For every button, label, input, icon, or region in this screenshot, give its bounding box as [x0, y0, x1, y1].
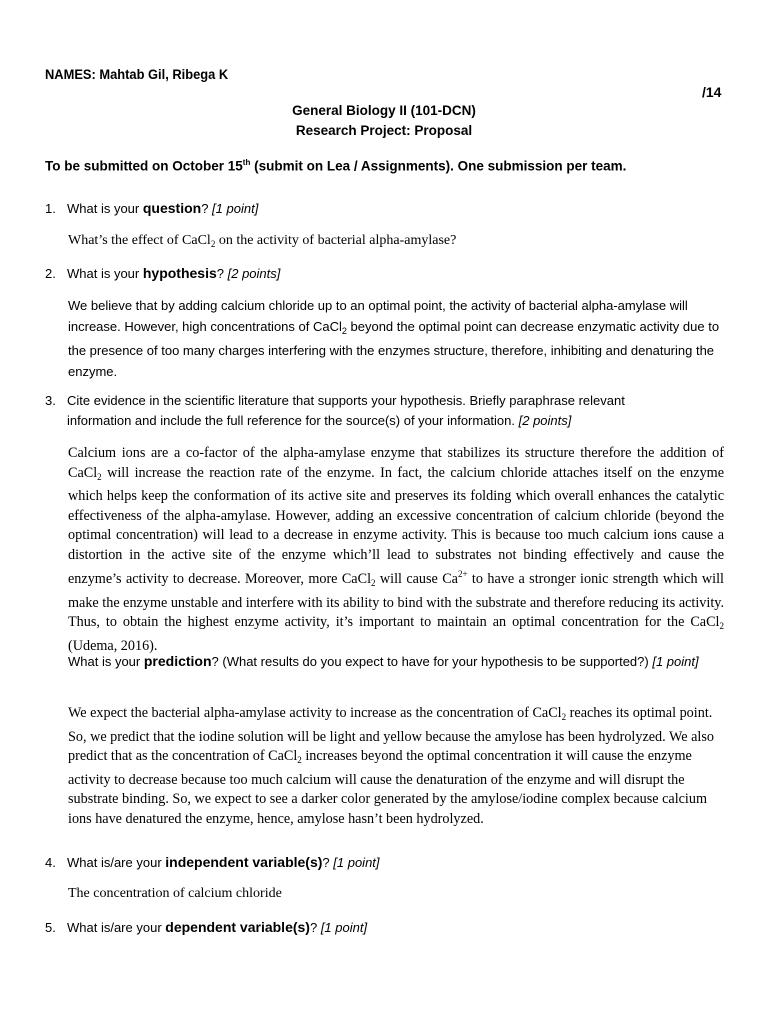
submission-prefix: To be submitted on October 15	[45, 158, 243, 174]
question-keyword: hypothesis	[142, 265, 217, 281]
answer-text: We expect the bacterial alpha-amylase activity to increase as the concentration of CaCl	[68, 705, 562, 721]
submission-instructions	[45, 158, 626, 174]
question-points: [1 point]	[333, 855, 380, 870]
question-keyword: independent variable(s)	[165, 854, 323, 870]
question-suffix: ?	[322, 855, 334, 870]
question-text: Cite evidence in the scientific literature that supports your hypothesis. Briefly paraphrase relevant information and include the full reference for the source(s) of your information.	[67, 393, 625, 428]
question-points: [1 point]	[652, 654, 699, 669]
question-prefix: What is/are your	[67, 920, 166, 935]
answer-2	[68, 296, 728, 382]
question-points: [2 points]	[227, 266, 281, 281]
question-number: 2.	[45, 266, 56, 281]
names-line: NAMES: Mahtab Gil, Ribega K	[45, 66, 229, 82]
question-points: [1 point]	[212, 201, 259, 216]
answer-text: reaches its optimal point. So, we predict that the iodine solution will be light and yellow because the amylose has been hydrolyzed. We also predict that as the concentration of CaCl	[68, 705, 714, 764]
prediction-answer	[68, 704, 728, 829]
question-prefix: What is/are your	[67, 855, 166, 870]
question-3	[45, 391, 685, 431]
question-prefix: What is your	[67, 201, 143, 216]
submission-sup: th	[242, 158, 251, 167]
question-prefix: What is your	[67, 266, 143, 281]
answer-text: We believe that by adding calcium chloride up to an optimal point, the activity of bacterial alpha-amylase will increase. However, high concentrations of CaCl	[68, 298, 688, 334]
project-title: Research Project: Proposal	[295, 123, 473, 138]
answer-text: beyond the optimal point can decrease enzymatic activity due to the presence of too many charges interfering with the enzymes structure, therefore, inhibiting and denaturing the enzyme.	[68, 318, 720, 379]
question-keyword: prediction	[143, 653, 212, 669]
question-number: 3.	[45, 393, 56, 408]
question-prefix: What is your	[68, 654, 144, 669]
question-5	[45, 917, 725, 938]
question-suffix: ? (What results do you expect to have for your hypothesis to be supported?)	[211, 654, 653, 669]
answer-text: Calcium ions are a co-factor of the alpha-amylase enzyme that stabilizes its structure therefore the addition of CaCl	[68, 445, 724, 481]
question-suffix: ?	[309, 920, 321, 935]
question-suffix: ?	[201, 201, 213, 216]
question-number: 1.	[45, 201, 56, 216]
subscript: 2	[719, 621, 724, 631]
subscript: 2	[297, 755, 302, 765]
question-number: 4.	[45, 855, 56, 870]
answer-text: What’s the effect of CaCl	[68, 233, 211, 248]
answer-text: on the activity of bacterial alpha-amylase?	[215, 233, 457, 248]
subscript: 2	[371, 578, 376, 588]
question-points: [2 points]	[518, 413, 572, 428]
answer-text: will cause Ca	[375, 571, 458, 587]
answer-text: increases beyond the optimal concentration it will cause the enzyme activity to decrease because too much calcium will cause the denaturation of the enzyme and will disrupt the substrate binding. So, we expect to see a darker color generated by the amylose/iodine complex because calcium ions have denatured the enzyme, hence, amylose hasn’t been hydrolyzed.	[68, 748, 707, 827]
subscript: 2	[97, 471, 102, 482]
subscript: 2	[341, 325, 347, 336]
question-keyword: question	[142, 200, 202, 216]
question-4	[45, 852, 725, 873]
course-title: General Biology II (101-DCN)	[292, 103, 476, 118]
submission-suffix: (submit on Lea / Assignments). One submission per team.	[250, 158, 627, 174]
superscript: 2+	[457, 569, 468, 579]
answer-3	[68, 444, 724, 656]
answer-text: (Udema, 2016).	[68, 637, 158, 654]
question-suffix: ?	[216, 266, 228, 281]
question-points: [1 point]	[320, 920, 368, 935]
question-1	[45, 198, 725, 219]
answer-1	[68, 231, 456, 255]
answer-text: will increase the reaction rate of the enzyme. In fact, the calcium chloride attaches itself on the enzyme which helps keep the conformation of its active site and preserves its folding which overall enhances the catalytic effectiveness of the alpha-amylase. However, adding an excessive concentration of calcium chloride (beyond the optimal concentration) will lead to a decrease in enzyme activity. This is because too much calcium ions cause a distortion in the active site of the enzyme which’ll lead to substrates not binding effectively and cause the enzyme’s activity to decrease. Moreover, more CaCl	[68, 464, 724, 587]
answer-4: The concentration of calcium chloride	[68, 886, 282, 901]
answer-text: to have a stronger ionic strength which will make the enzyme unstable and interfere with its ability to bind with the substrate and therefore reducing its activity. Thus, to obtain the highest enzyme activity, it’s important to maintain an optimal concentration for the CaCl	[68, 571, 724, 630]
score-total: /14	[702, 84, 722, 100]
subscript: 2	[210, 239, 216, 249]
question-2	[45, 263, 725, 284]
question-number: 5.	[45, 920, 56, 935]
question-keyword: dependent variable(s)	[165, 919, 310, 935]
subscript: 2	[561, 712, 567, 722]
prediction-question	[68, 651, 728, 672]
